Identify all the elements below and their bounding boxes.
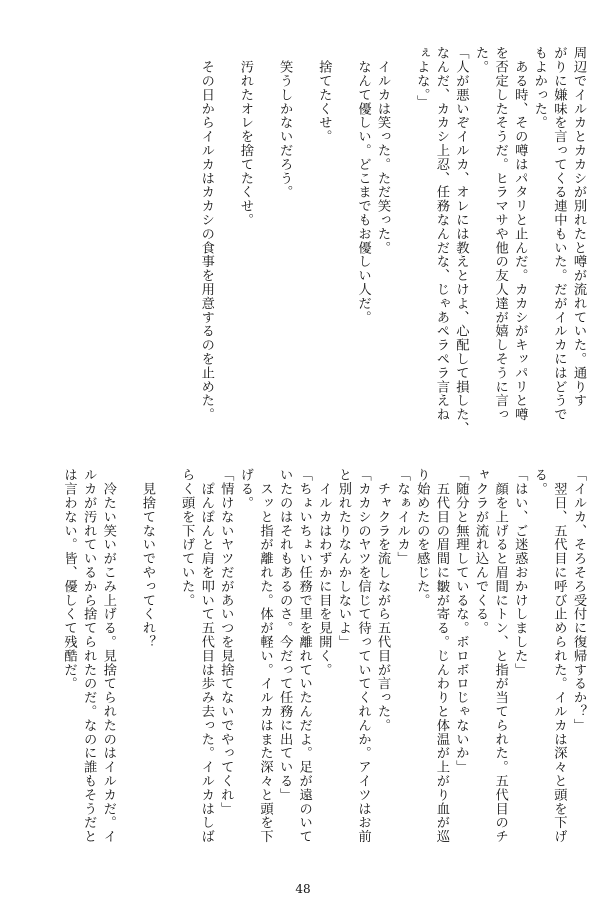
text-column: 「カカシのヤツを信じて待っていてくれんか。アイツはお前 <box>355 468 371 844</box>
text-column: スッと指が離れた。体が軽い。イルカはまた深々と頭を下 <box>257 468 273 844</box>
text-column: げる。 <box>237 468 253 510</box>
text-column: 「情けないヤツだがあいつを見捨てないでやってくれ」 <box>218 468 234 816</box>
text-column: 「イルカ、そろそろ受付に復帰するか？」 <box>571 468 586 733</box>
text-column: ャクラが流れ込んでくる。 <box>473 468 489 635</box>
text-column: 冷たい笑いがこみ上げる。見捨てられたのはイルカだ。イ <box>100 468 116 844</box>
blank-column <box>118 468 138 873</box>
text-column: その日からイルカはカカシの食事を用意するのを止めた。 <box>198 46 214 422</box>
text-column: 「随分と無理しているな。ボロボロじゃないか」 <box>453 468 469 774</box>
text-column: 「人が悪いぞイルカ、オレには教えとけよ、心配して損した、 <box>453 46 469 436</box>
blank-column <box>333 46 353 441</box>
text-column: 「はい、ご迷惑おかけしました」 <box>512 468 528 677</box>
text-column: ぇよな。」 <box>414 46 430 109</box>
blank-column <box>216 46 236 441</box>
text-column: 見捨てないでやってくれ？ <box>139 468 155 649</box>
text-column: 五代目の眉間に皺が寄る。じんわりと体温が上がり血が巡 <box>433 468 449 844</box>
text-column: いたのはそれもあるのさ。今だって任務に出ている」 <box>277 468 293 802</box>
text-column: もよかった。 <box>531 46 547 130</box>
text-column: 捨てたくせ。 <box>316 46 332 144</box>
text-column: ぽんぽんと肩を叩いて五代目は歩み去った。イルカはしば <box>198 468 214 844</box>
text-column: 周辺でイルカとカカシが別れたと噂が流れていた。通りす <box>571 46 586 408</box>
text-column: 「なぁイルカ」 <box>394 468 410 566</box>
blank-column <box>157 468 177 873</box>
blank-column <box>255 46 275 441</box>
text-column: なんて優しい。どこまでもお優しい人だ。 <box>355 46 371 324</box>
text-column: 顔を上げると眉間にトン、と指が当てられた。五代目のチ <box>492 468 508 844</box>
text-column: なんだ、カカシ上忍、任務なんだな、じゃあペラペラ言えね <box>433 46 449 422</box>
page-number: 48 <box>295 882 311 896</box>
text-column: り始めたのを感じた。 <box>414 468 430 607</box>
text-column: 笑うしかないだろう。 <box>277 46 293 199</box>
text-column: イルカは笑った。ただ笑った。 <box>375 46 391 255</box>
text-column: 汚れたオレを捨てたくせ。 <box>237 46 253 227</box>
text-column: と別れたりなんかしないよ」 <box>335 468 351 649</box>
text-column: ルカが汚れているから捨てられたのだ。なのに誰もそうだと <box>81 468 97 844</box>
text-column: ある時、その噂はパタリと止んだ。カカシがキッパリと噂 <box>512 46 528 422</box>
blank-column <box>294 46 314 441</box>
top-text-block <box>28 46 588 441</box>
text-column: 「ちょいちょい任務で里を離れていたんだよ。足が遠のいて <box>296 468 312 844</box>
text-column: 翌日、五代目に呼び止められた。イルカは深々と頭を下げ <box>551 468 567 844</box>
text-column: らく頭を下げていた。 <box>179 468 195 607</box>
text-column: チャクラを流しながら五代目が言った。 <box>375 468 391 733</box>
text-column: る。 <box>531 468 547 496</box>
text-column: は言わない。皆、優しくて残酷だ。 <box>61 468 77 691</box>
text-column: イルカはわずかに目を見開く。 <box>316 468 332 677</box>
bottom-text-block <box>28 468 588 873</box>
blank-column <box>392 46 412 441</box>
text-column: がりに嫌味を言ってくる連中もいた。だがイルカにはどうで <box>551 46 567 422</box>
text-column: を否定したそうだ。ヒラマサや他の友人達が嬉しそうに言っ <box>492 46 508 422</box>
text-column: た。 <box>473 46 489 74</box>
